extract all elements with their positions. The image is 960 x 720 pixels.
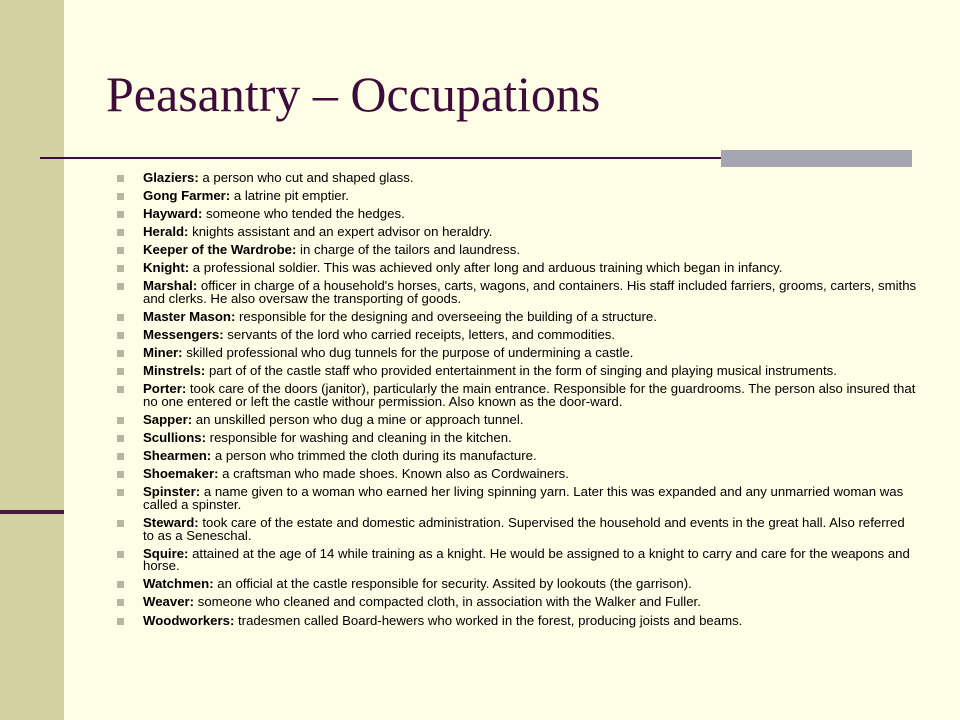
bullet-square-icon xyxy=(117,551,124,558)
occupation-description: in charge of the tailors and laundress. xyxy=(296,242,520,258)
bullet-square-icon xyxy=(117,417,124,424)
bullet-square-icon xyxy=(117,350,124,357)
occupation-term: Hayward: xyxy=(143,206,203,222)
occupation-term: Miner: xyxy=(143,345,183,361)
occupation-description: took care of the estate and domestic administration. Supervised the household and events in the great hall. Also referred to as a Seneschal. xyxy=(143,514,905,543)
occupation-item xyxy=(108,329,918,342)
occupation-description: servants of the lord who carried receipts, letters, and commodities. xyxy=(223,327,616,343)
occupation-term: Knight: xyxy=(143,260,190,276)
bullet-square-icon xyxy=(117,193,124,200)
occupation-item xyxy=(108,578,918,591)
bullet-square-icon xyxy=(117,520,124,527)
occupation-description: a name given to a woman who earned her living spinning yarn. Later this was expanded and any unmarried woman was called a spinster. xyxy=(143,484,904,512)
occupation-item xyxy=(108,244,918,257)
occupation-description: an unskilled person who dug a mine or approach tunnel. xyxy=(192,411,524,427)
occupation-item xyxy=(108,347,918,360)
bullet-square-icon xyxy=(117,618,124,625)
occupation-term: Master Mason: xyxy=(143,309,236,325)
occupation-list xyxy=(108,172,918,633)
occupation-description: someone who tended the hedges. xyxy=(202,206,405,222)
occupation-item xyxy=(108,545,918,574)
occupation-description: responsible for washing and cleaning in the kitchen. xyxy=(206,430,512,446)
occupation-item xyxy=(108,262,918,275)
occupation-item xyxy=(108,365,918,378)
occupation-description: a person who trimmed the cloth during its manufacture. xyxy=(211,448,537,464)
occupation-item xyxy=(108,280,918,305)
side-band xyxy=(0,0,64,720)
bullet-square-icon xyxy=(117,283,124,290)
bullet-square-icon xyxy=(117,368,124,375)
occupation-term: Spinster: xyxy=(143,484,201,500)
occupation-term: Messengers: xyxy=(143,327,224,343)
bullet-square-icon xyxy=(117,489,124,496)
occupation-description: tradesmen called Board-hewers who worked in the forest, producing joists and beams. xyxy=(234,612,743,628)
occupation-item xyxy=(108,514,918,543)
bullet-square-icon xyxy=(117,229,124,236)
occupation-term: Shearmen: xyxy=(143,448,212,464)
occupation-term: Glaziers: xyxy=(143,170,199,185)
occupation-term: Porter: xyxy=(143,381,187,397)
occupation-term: Keeper of the Wardrobe: xyxy=(143,242,297,258)
occupation-item xyxy=(108,450,918,463)
occupation-item xyxy=(108,486,918,511)
occupation-description: an official at the castle responsible for security. Assited by lookouts (the garrison). xyxy=(213,576,692,592)
occupation-term: Weaver: xyxy=(143,594,195,610)
occupation-description: a person who cut and shaped glass. xyxy=(198,170,414,185)
occupation-description: a latrine pit emptier. xyxy=(230,188,349,204)
bullet-square-icon xyxy=(117,314,124,321)
occupation-item xyxy=(108,612,918,628)
occupation-term: Steward: xyxy=(143,514,199,530)
occupation-description: a professional soldier. This was achieved only after long and arduous training which began in infancy. xyxy=(189,260,783,276)
occupation-item xyxy=(108,432,918,445)
occupation-term: Marshal: xyxy=(143,278,198,294)
occupation-item xyxy=(108,208,918,221)
occupation-term: Watchmen: xyxy=(143,576,214,592)
occupation-item xyxy=(108,190,918,203)
occupation-description: officer in charge of a household's horses, carts, wagons, and containers. His staff included farriers, grooms, carters, smiths and clerks. He also oversaw the transporting of goods. xyxy=(143,278,917,306)
bullet-square-icon xyxy=(117,435,124,442)
occupation-term: Shoemaker: xyxy=(143,466,219,482)
occupation-item xyxy=(108,311,918,324)
bullet-square-icon xyxy=(117,247,124,254)
occupation-term: Woodworkers: xyxy=(143,612,235,628)
occupation-description: a craftsman who made shoes. Known also as Cordwainers. xyxy=(218,466,569,482)
occupation-item xyxy=(108,383,918,408)
bullet-square-icon xyxy=(117,453,124,460)
occupation-description: took care of the doors (janitor), particularly the main entrance. Responsible for the guardrooms. The person also insured that no one entered or left the castle withour permission. Also known as the door-ward. xyxy=(143,381,916,409)
side-band-accent-line xyxy=(0,510,64,514)
slide-title: Peasantry – Occupations xyxy=(106,66,601,122)
occupation-term: Squire: xyxy=(143,545,189,561)
bullet-square-icon xyxy=(117,332,124,339)
bullet-square-icon xyxy=(117,265,124,272)
occupation-term: Sapper: xyxy=(143,411,193,427)
occupation-item xyxy=(108,226,918,239)
occupation-item xyxy=(108,596,918,609)
occupation-description: part of of the castle staff who provided entertainment in the form of singing and playing musical instruments. xyxy=(205,363,837,379)
occupation-item xyxy=(108,411,918,427)
bullet-square-icon xyxy=(117,599,124,606)
occupation-item xyxy=(108,172,918,185)
bullet-square-icon xyxy=(117,581,124,588)
occupation-description: attained at the age of 14 while training as a knight. He would be assigned to a knight to carry and care for the weapons and horse. xyxy=(143,545,910,574)
occupation-description: knights assistant and an expert advisor on heraldry. xyxy=(188,224,493,240)
bullet-square-icon xyxy=(117,175,124,182)
occupation-term: Herald: xyxy=(143,224,189,240)
bullet-square-icon xyxy=(117,471,124,478)
occupation-term: Minstrels: xyxy=(143,363,206,379)
occupation-term: Gong Farmer: xyxy=(143,188,231,204)
title-accent-bar xyxy=(721,150,912,167)
occupation-term: Scullions: xyxy=(143,430,207,446)
occupation-item xyxy=(108,468,918,481)
occupation-description: skilled professional who dug tunnels for the purpose of undermining a castle. xyxy=(182,345,634,361)
bullet-square-icon xyxy=(117,211,124,218)
occupation-description: someone who cleaned and compacted cloth, in association with the Walker and Fuller. xyxy=(194,594,701,610)
bullet-square-icon xyxy=(117,386,124,393)
occupation-description: responsible for the designing and overseeing the building of a structure. xyxy=(235,309,657,325)
